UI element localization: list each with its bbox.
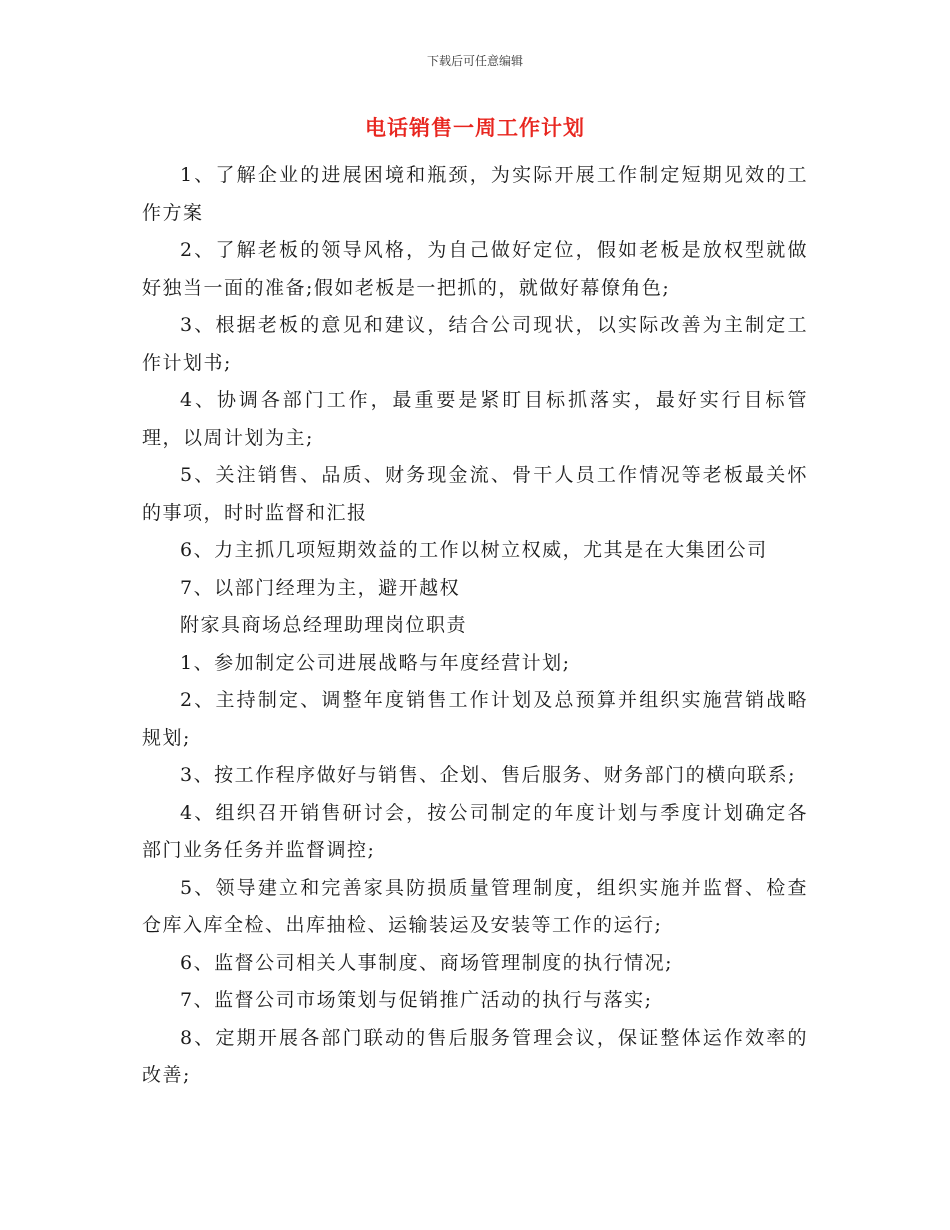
duty-4: 4、组织召开销售研讨会，按公司制定的年度计划与季度计划确定各部门业务任务并监督调控; <box>142 801 808 861</box>
paragraph-6: 6、力主抓几项短期效益的工作以树立权威，尤其是在大集团公司 <box>180 539 768 561</box>
duty-3: 3、按工作程序做好与销售、企划、售后服务、财务部门的横向联系; <box>180 764 796 786</box>
section-heading: 附家具商场总经理助理岗位职责 <box>180 614 468 636</box>
paragraph-7: 7、以部门经理为主，避开越权 <box>180 576 461 599</box>
paragraph-2: 2、了解老板的领导风格，为自己做好定位，假如老板是放权型就做好独当一面的准备;假如老板是一把抓的，就做好幕僚角色; <box>142 239 808 299</box>
paragraph-4: 4、协调各部门工作，最重要是紧盯目标抓落实，最好实行目标管理，以周计划为主; <box>142 389 808 449</box>
duty-8: 8、定期开展各部门联动的售后服务管理会议，保证整体运作效率的改善; <box>142 1026 808 1086</box>
document-body <box>142 157 808 1095</box>
paragraph-5: 5、关注销售、品质、财务现金流、骨干人员工作情况等老板最关怀的事项，时时监督和汇报 <box>142 464 808 524</box>
duty-6: 6、监督公司相关人事制度、商场管理制度的执行情况; <box>180 951 673 974</box>
paragraph-3: 3、根据老板的意见和建议，结合公司现状，以实际改善为主制定工作计划书; <box>142 314 808 374</box>
paragraph-1: 1、了解企业的进展困境和瓶颈，为实际开展工作制定短期见效的工作方案 <box>142 164 808 224</box>
header-note: 下载后可任意编辑 <box>426 54 523 68</box>
duty-1: 1、参加制定公司进展战略与年度经营计划; <box>180 651 571 674</box>
duty-5: 5、领导建立和完善家具防损质量管理制度，组织实施并监督、检查仓库入库全检、出库抽检、运输装运及安装等工作的运行; <box>142 876 808 936</box>
document-title: 电话销售一周工作计划 <box>365 116 585 140</box>
duty-7: 7、监督公司市场策划与促销推广活动的执行与落实; <box>180 989 653 1011</box>
duty-2: 2、主持制定、调整年度销售工作计划及总预算并组织实施营销战略规划; <box>142 689 808 749</box>
